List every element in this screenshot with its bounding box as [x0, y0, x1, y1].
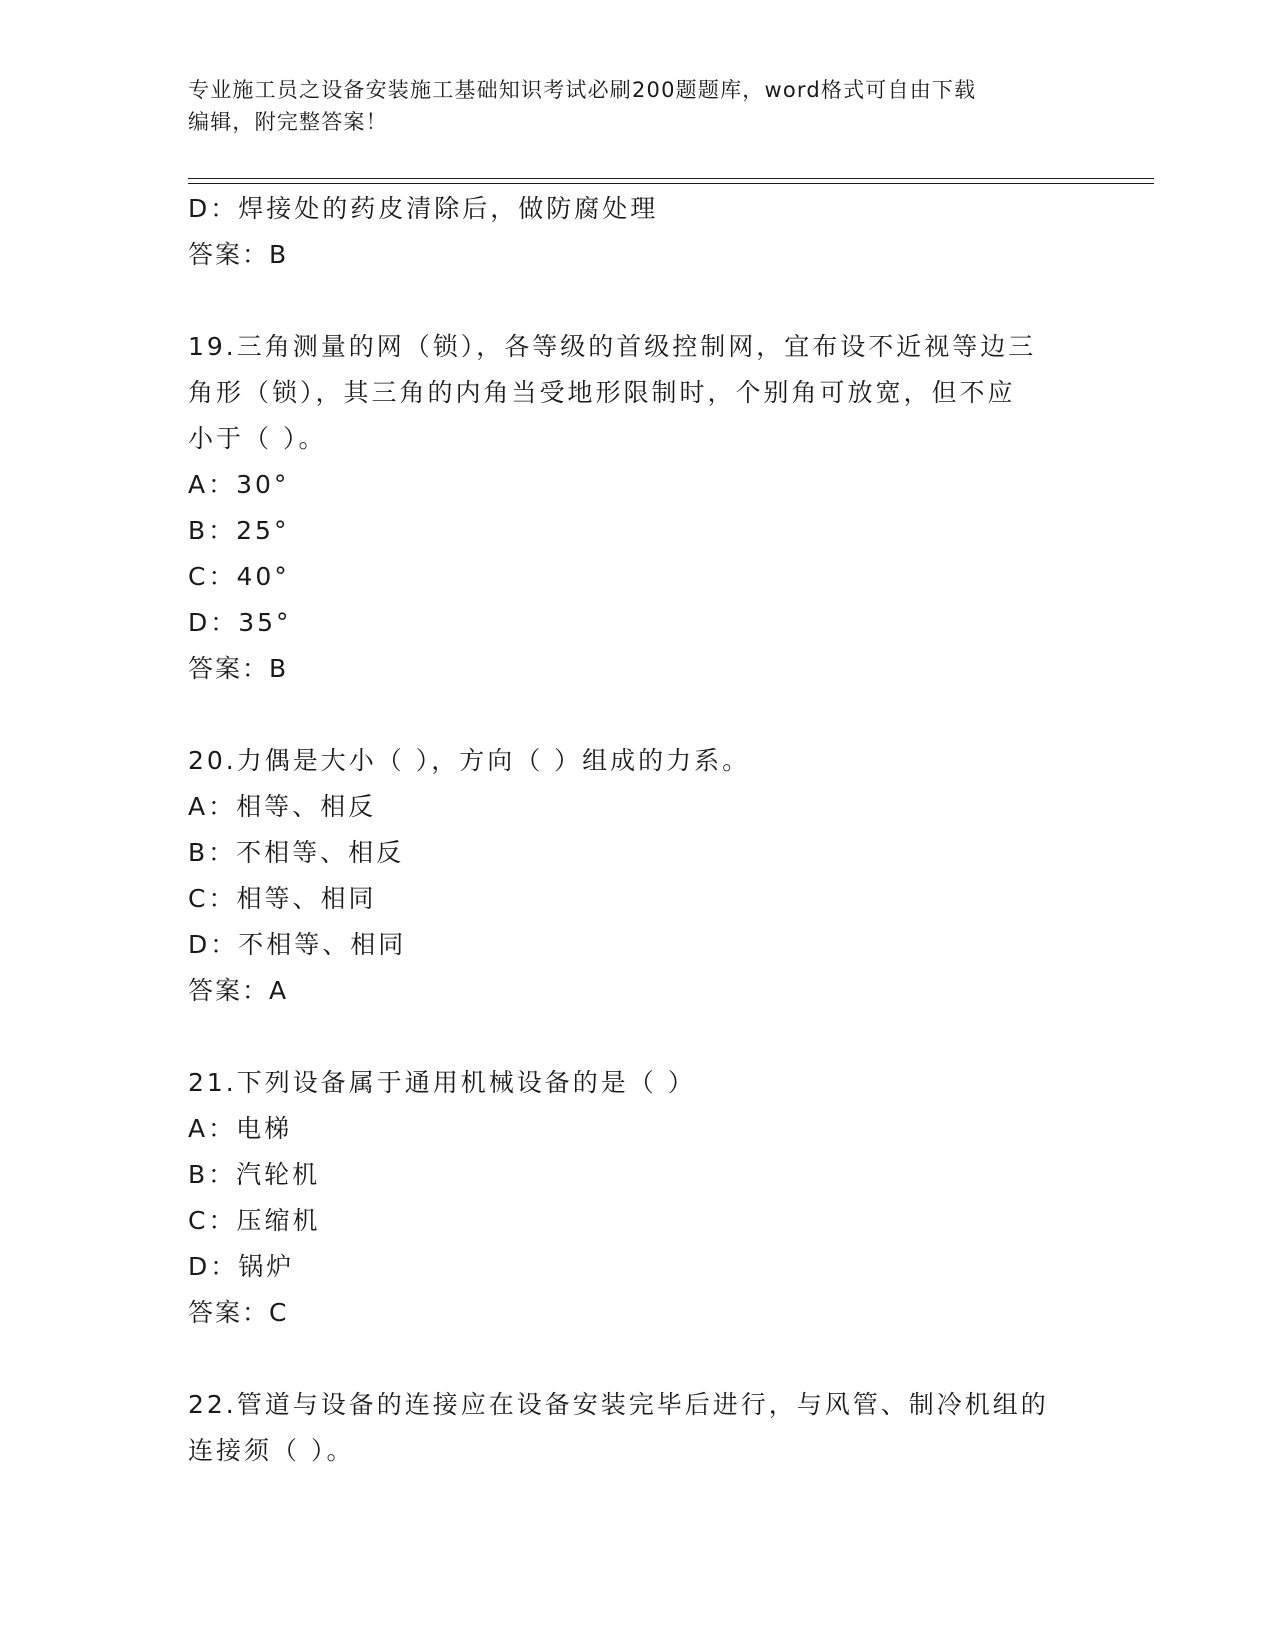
question-text-line: 22.管道与设备的连接应在设备安装完毕后进行，与风管、制冷机组的 — [188, 1390, 1049, 1419]
answer-label: 答案：B — [188, 654, 289, 683]
header-divider-bottom — [188, 183, 1154, 184]
option-c: C：40° — [188, 562, 290, 591]
answer-label: 答案：B — [188, 240, 289, 269]
answer-label: 答案：A — [188, 976, 289, 1005]
question-text-line: 角形（锁），其三角的内角当受地形限制时，个别角可放宽，但不应 — [188, 378, 1016, 407]
question-19 — [188, 324, 1108, 692]
previous-question-tail — [188, 186, 1108, 278]
option-b: B：不相等、相反 — [188, 838, 405, 867]
question-text-line: 21.下列设备属于通用机械设备的是（ ） — [188, 1068, 696, 1097]
answer-label: 答案：C — [188, 1298, 289, 1327]
option-a: A：相等、相反 — [188, 792, 377, 821]
question-22 — [188, 1382, 1108, 1474]
question-text-line: 19.三角测量的网（锁），各等级的首级控制网，宜布设不近视等边三 — [188, 332, 1037, 361]
option-d: D：焊接处的药皮清除后，做防腐处理 — [188, 194, 659, 223]
question-21 — [188, 1060, 1108, 1336]
option-d: D：35° — [188, 608, 292, 637]
question-text-line: 20.力偶是大小（ ），方向（ ）组成的力系。 — [188, 746, 751, 775]
question-list — [188, 186, 1108, 1474]
header-title-line-2: 编辑，附完整答案！ — [188, 110, 388, 134]
question-text-line: 小于（ ）。 — [188, 424, 327, 453]
option-c: C：相等、相同 — [188, 884, 377, 913]
question-text-line: 连接须（ ）。 — [188, 1436, 355, 1465]
option-a: A：30° — [188, 470, 290, 499]
option-a: A：电梯 — [188, 1114, 293, 1143]
option-d: D：锅炉 — [188, 1252, 295, 1281]
header-divider-top — [188, 178, 1154, 179]
document-header — [188, 74, 1088, 138]
option-c: C：压缩机 — [188, 1206, 321, 1235]
option-b: B：汽轮机 — [188, 1160, 321, 1189]
question-20 — [188, 738, 1108, 1014]
option-d: D：不相等、相同 — [188, 930, 407, 959]
header-title-line-1: 专业施工员之设备安装施工基础知识考试必刷200题题库，word格式可自由下载 — [188, 78, 977, 102]
option-b: B：25° — [188, 516, 290, 545]
